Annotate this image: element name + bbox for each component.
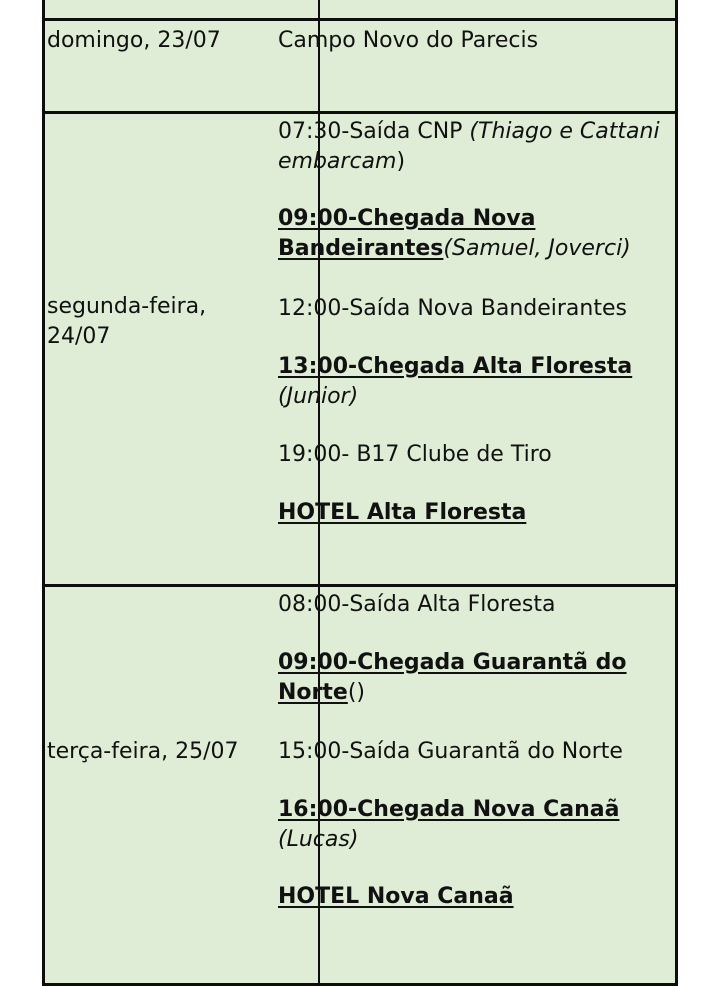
day-cell: terça-feira, 25/07 [47, 739, 239, 764]
event-line: Campo Novo do Parecis [278, 28, 539, 53]
event-line: 07:30-Saída CNP (Thiago e Cattani embarcam) [278, 119, 660, 174]
event-line: HOTEL Nova Canaã [278, 884, 514, 909]
row-divider [45, 18, 675, 21]
event-line: 08:00-Saída Alta Floresta [278, 592, 556, 617]
event-line: 12:00-Saída Nova Bandeirantes [278, 296, 627, 321]
schedule-table [42, 0, 678, 986]
day-cell: domingo, 23/07 [47, 28, 221, 53]
row-divider [45, 584, 675, 587]
event-line: 09:00-Chegada Guarantã do Norte() [278, 650, 627, 705]
event-line: 15:00-Saída Guarantã do Norte [278, 739, 623, 764]
event-line: 13:00-Chegada Alta Floresta (Junior) [278, 354, 633, 409]
event-line: 16:00-Chegada Nova Canaã (Lucas) [278, 797, 620, 852]
day-cell: segunda-feira, 24/07 [47, 294, 207, 349]
row-divider [45, 111, 675, 114]
event-line: 19:00- B17 Clube de Tiro [278, 442, 552, 467]
event-line: HOTEL Alta Floresta [278, 500, 527, 525]
event-line: 09:00-Chegada Nova Bandeirantes(Samuel, Joverci) [278, 206, 631, 261]
